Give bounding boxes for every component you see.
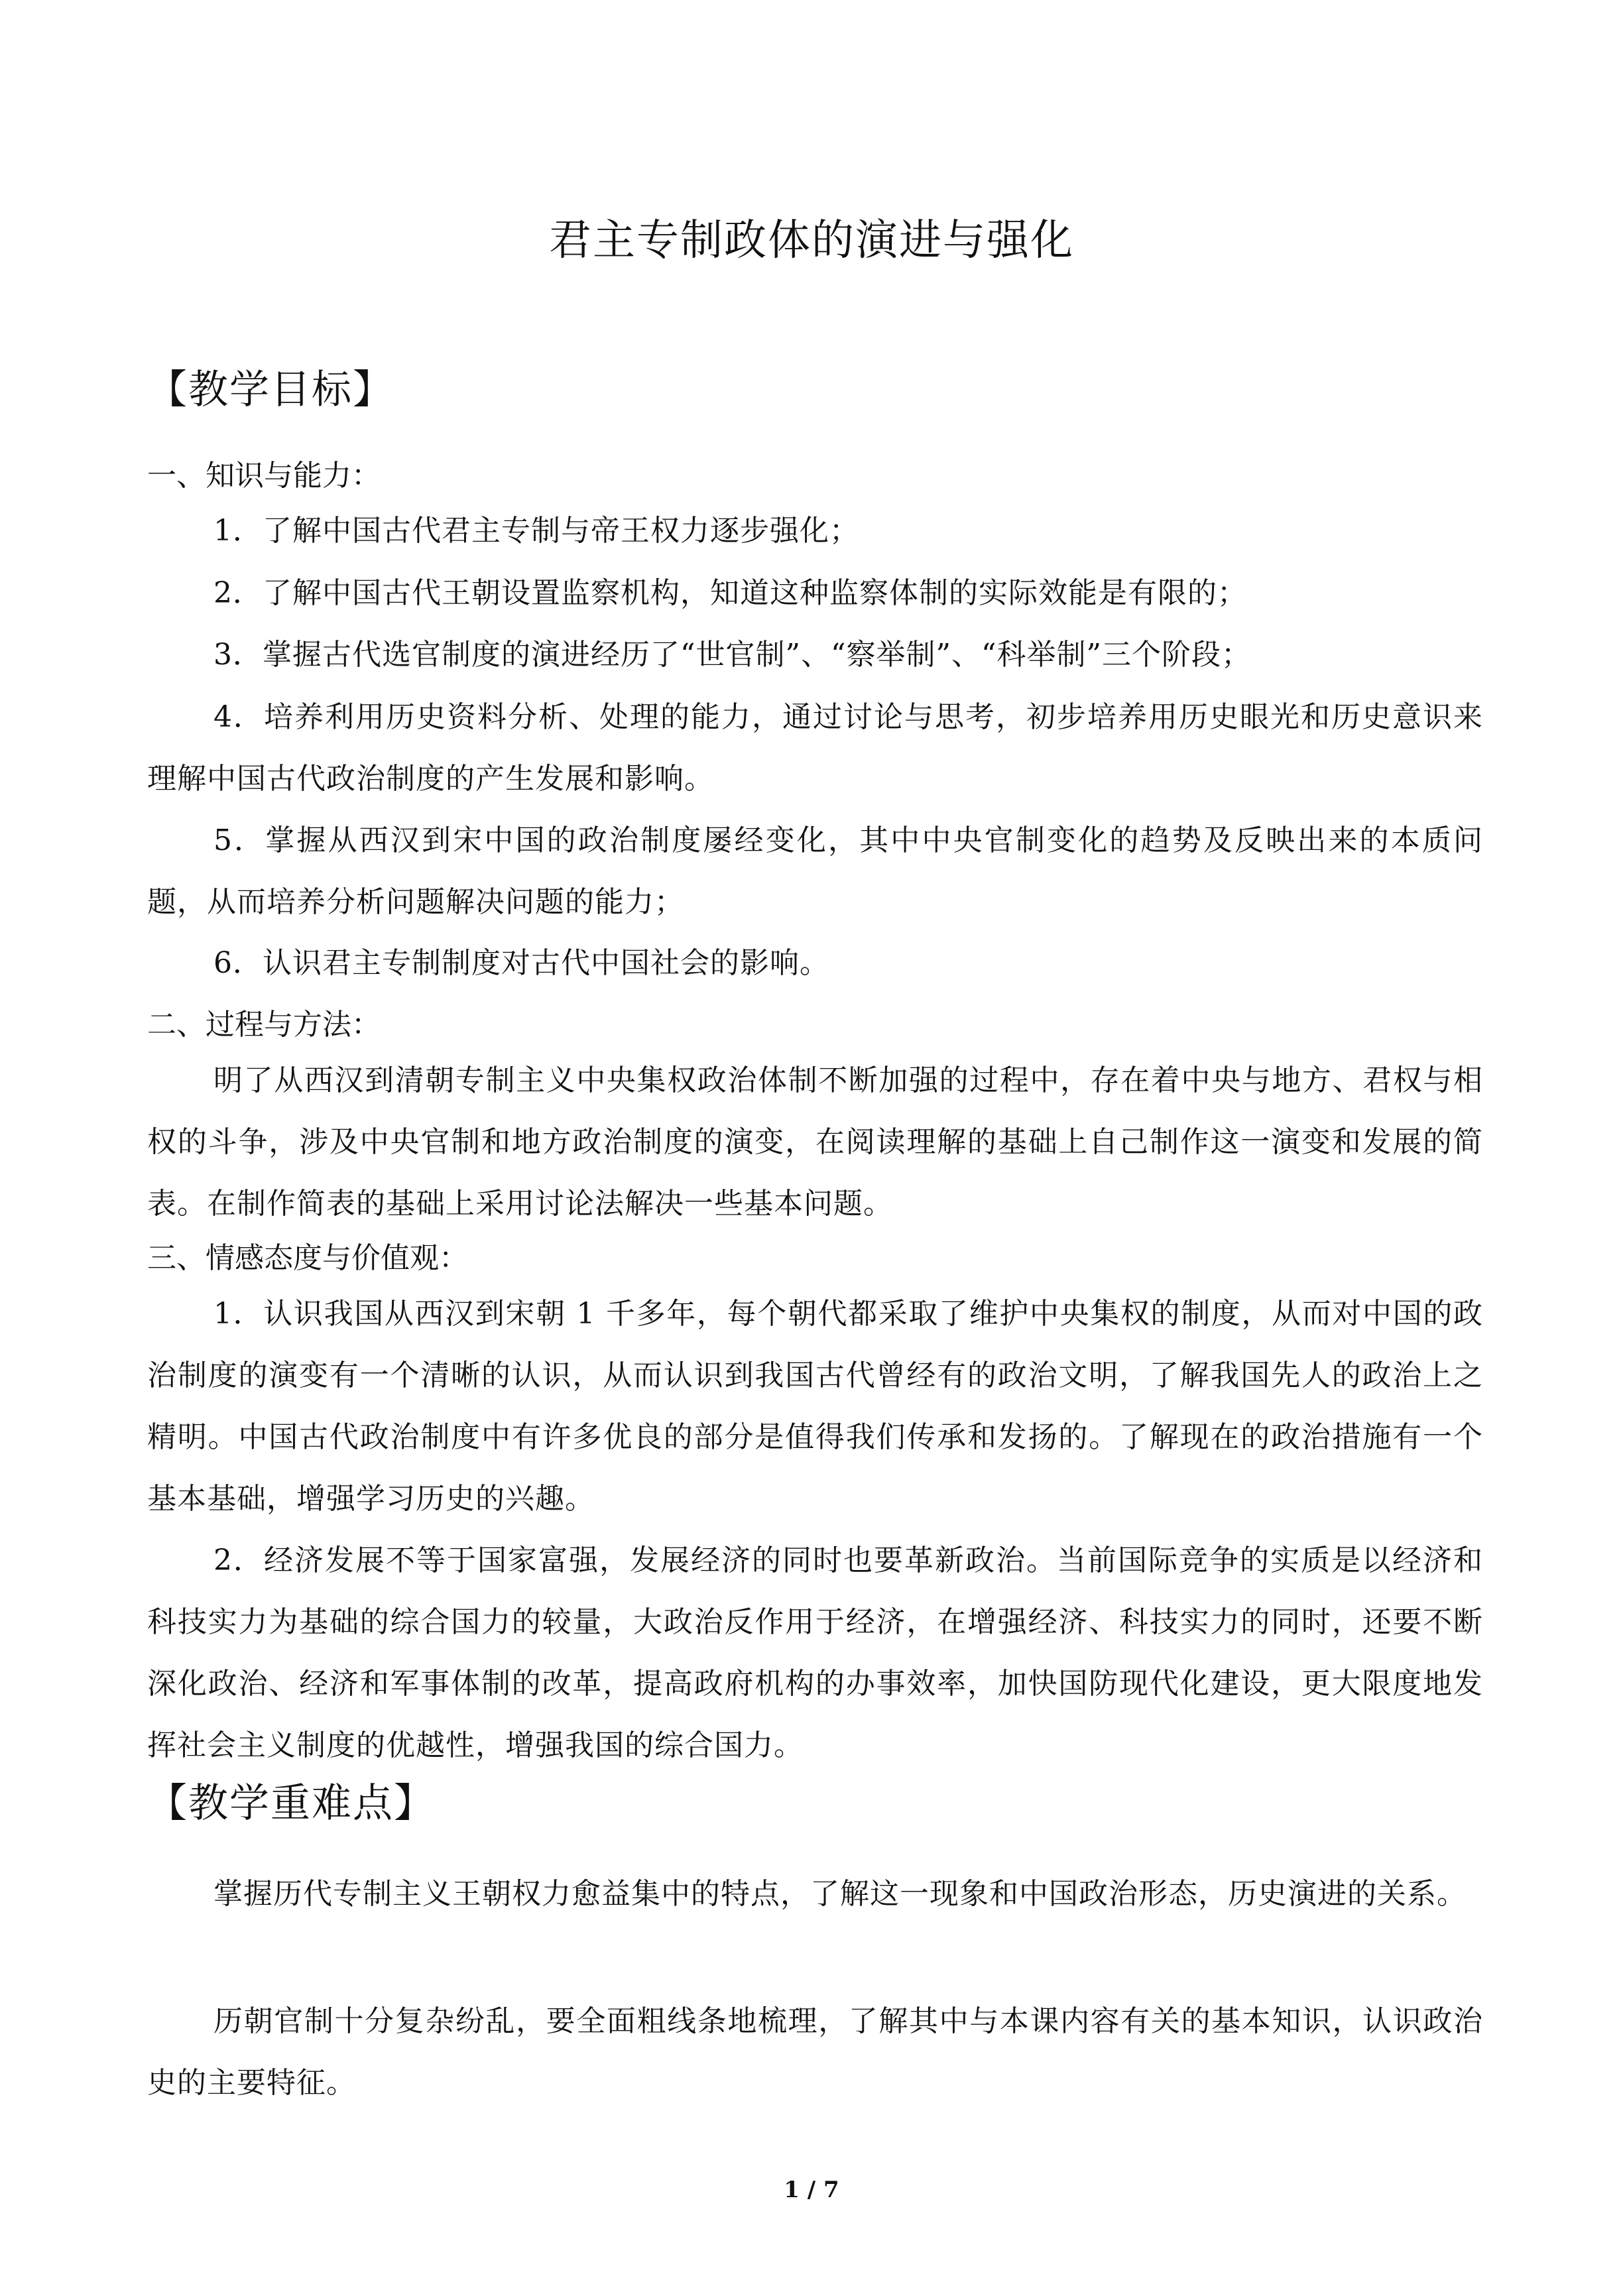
knowledge-item-3: 3．掌握古代选官制度的演进经历了“世官制”、“察举制”、“科举制”三个阶段； xyxy=(213,638,1251,672)
knowledge-item-1: 1．了解中国古代君主专制与帝王权力逐步强化； xyxy=(213,514,859,548)
page-number: 1 / 7 xyxy=(784,2177,839,2203)
document-title: 君主专制政体的演进与强化 xyxy=(549,216,1074,265)
values-item-2: 2．经济发展不等于国家富强，发展经济的同时也要革新政治。当前国际竞争的实质是以经济和科技实力为基础的综合国力的较量，大政治反作用于经济，在增强经济、科技实力的同时，还要不断深化政治、经济和军事体制的改革，提高政府机构的办事效率，加快国防现代化建设，更大限度地发挥社会主义制度的优越性，增强我国的综合国力。 xyxy=(147,1543,1483,1762)
knowledge-item-5: 5．掌握从西汉到宋中国的政治制度屡经变化，其中中央官制变化的趋势及反映出来的本质问题，从而培养分析问题解决问题的能力； xyxy=(147,823,1483,919)
process-heading: 二、过程与方法： xyxy=(147,1008,381,1042)
knowledge-item-2: 2．了解中国古代王朝设置监察机构，知道这种监察体制的实际效能是有限的； xyxy=(213,576,1247,610)
process-text: 明了从西汉到清朝专制主义中央集权政治体制不断加强的过程中，存在着中央与地方、君权与相权的斗争，涉及中央官制和地方政治制度的演变，在阅读理解的基础上自己制作这一演变和发展的简表。在制作简表的基础上采用讨论法解决一些基本问题。 xyxy=(147,1063,1483,1221)
values-item-1: 1．认识我国从西汉到宋朝 1 千多年，每个朝代都采取了维护中央集权的制度，从而对中国的政治制度的演变有一个清晰的认识，从而认识到我国古代曾经有的政治文明，了解我国先人的政治上之精明。中国古代政治制度中有许多优良的部分是值得我们传承和发扬的。了解现在的政治措施有一个基本基础，增强学习历史的兴趣。 xyxy=(147,1297,1483,1516)
knowledge-item-4: 4．培养利用历史资料分析、处理的能力，通过讨论与思考，初步培养用历史眼光和历史意识来理解中国古代政治制度的产生发展和影响。 xyxy=(147,700,1483,796)
knowledge-item-6: 6．认识君主专制制度对古代中国社会的影响。 xyxy=(213,946,829,980)
knowledge-heading: 一、知识与能力： xyxy=(147,459,381,493)
key-points-paragraph-2: 历朝官制十分复杂纷乱，要全面粗线条地梳理，了解其中与本课内容有关的基本知识，认识政治史的主要特征。 xyxy=(147,2004,1483,2100)
key-points-paragraph-1: 掌握历代专制主义王朝权力愈益集中的特点，了解这一现象和中国政治形态，历史演进的关系。 xyxy=(213,1877,1467,1911)
values-heading: 三、情感态度与价值观： xyxy=(147,1241,468,1275)
objectives-heading: 【教学目标】 xyxy=(147,367,394,413)
key-points-heading: 【教学重难点】 xyxy=(147,1780,435,1827)
